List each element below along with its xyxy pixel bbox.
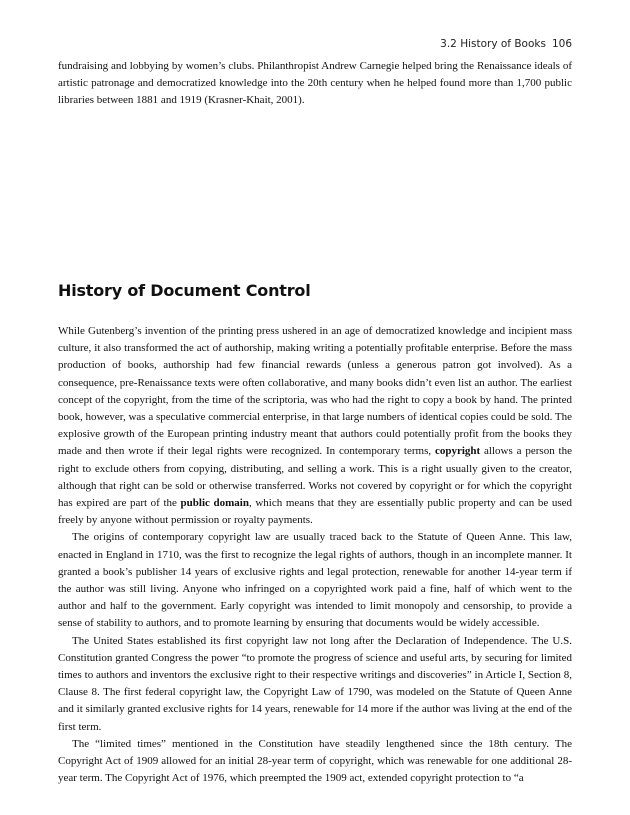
- paragraph-3: The United States established its first copyright law not long after the Declaration of Independence. The U.S. Constitution granted Congress the power “to promote the progress of science and useful arts, by securing for limited times to authors and inventors the exclusive right to their respective writings and discoveries” in Article I, Section 8, Clause 8. The first federal copyright law, the Copyright Law of 1790, was modeled on the Statute of Queen Anne and it similarly granted exclusive rights for 14 years, renewable for 14 more if the author was living at the end of the first term.: [58, 634, 572, 733]
- paragraph-1: [58, 323, 572, 529]
- paragraph-4: The “limited times” mentioned in the Constitution have steadily lengthened since the 18th century. The Copyright Act of 1909 allowed for an initial 28-year term of copyright, which was renewable for one additional 28-year term. The Copyright Act of 1976, which preempted the 1909 act, extended copyright protection to “a: [58, 737, 572, 785]
- paragraph-1-part-2: allows a person the right to exclude others from copying, distributing, and selling a work. This is a right usually given to the creator, although that right can be sold or otherwise transferred. Works not covered by copyright or for which the copyright has expired are part of the: [58, 445, 572, 510]
- page-number: 106: [551, 38, 572, 50]
- continuation-paragraph: fundraising and lobbying by women’s clubs. Philanthropist Andrew Carnegie helped bring the Renaissance ideals of artistic patronage and democratized knowledge into the 20th century when he helped found more than 1,700 public libraries between 1881 and 1919 (Krasner-Khait, 2001).: [58, 60, 572, 107]
- running-head-section: 3.2 History of Books: [440, 38, 546, 50]
- running-head: [440, 38, 572, 50]
- paragraph-1-part-3: , which means that they are essentially public property and can be used freely by anyone without permission or royalty payments.: [58, 497, 572, 527]
- section-body: [58, 323, 572, 787]
- paragraph-2: The origins of contemporary copyright law are usually traced back to the Statute of Queen Anne. This law, enacted in England in 1710, was the first to recognize the legal rights of authors, though in an incomplete manner. It granted a book’s publisher 14 years of exclusive rights and legal protection, renewable for another 14-year term if the author was still living. Anyone who infringed on a copyrighted work paid a fine, half of which went to the author and half to the government. Early copyright was intended to limit monopoly and censorship, to provide a sense of stability to authors, and to promote learning by ensuring that documents would be widely accessible.: [58, 531, 572, 630]
- section-heading: History of Document Control: [58, 281, 311, 300]
- paragraph-1-part-1: While Gutenberg’s invention of the printing press ushered in an age of democratized knowledge and incipient mass culture, it also transformed the act of authorship, making writing a potentially profitable enterprise. Before the mass production of books, authorship had few financial rewards (unless a generous patron got involved). As a consequence, pre-Renaissance texts were often collaborative, and many books didn’t even list an author. The earliest concept of the copyright, from the time of the scriptoria, was who had the right to copy a book by hand. The printed book, however, was a speculative commercial enterprise, in that large numbers of identical copies could be sold. The explosive growth of the European printing industry meant that authors could potentially profit from the books they made and then wrote if their legal rights were recognized. In contemporary terms,: [58, 325, 572, 458]
- term-public-domain: public domain: [180, 497, 249, 510]
- continuation-text: [58, 58, 572, 110]
- term-copyright: copyright: [434, 445, 481, 458]
